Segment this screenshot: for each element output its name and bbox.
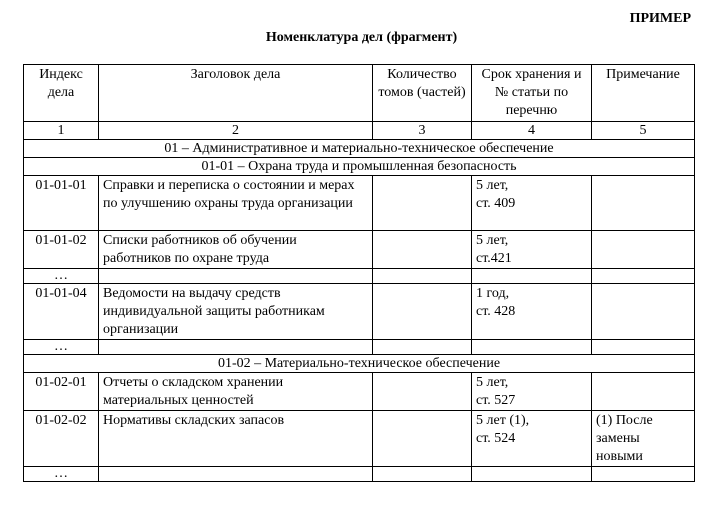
term-article: ст. 524 xyxy=(476,431,516,446)
case-title: Отчеты о складском хранении материальных ценностей xyxy=(99,373,373,411)
table-row xyxy=(24,373,695,411)
term-value: 5 лет, xyxy=(476,178,509,193)
term-article: ст.421 xyxy=(476,251,512,266)
case-volumes xyxy=(373,411,472,467)
section-heading: 01 – Административное и материально-техническое обеспечение xyxy=(24,140,695,158)
col-number: 4 xyxy=(472,122,592,140)
ellipsis: … xyxy=(24,467,99,482)
case-term xyxy=(472,231,592,269)
header-row xyxy=(24,65,695,122)
case-index: 01-01-02 xyxy=(24,231,99,269)
case-term xyxy=(472,176,592,231)
case-note xyxy=(592,284,695,340)
term-value: 1 год, xyxy=(476,286,510,301)
col-number: 1 xyxy=(24,122,99,140)
case-index: 01-01-04 xyxy=(24,284,99,340)
table-row xyxy=(24,284,695,340)
ellipsis: … xyxy=(24,340,99,355)
document-title: Номенклатура дел (фрагмент) xyxy=(265,30,458,45)
ellipsis: … xyxy=(24,269,99,284)
col-header-note: Примечание xyxy=(592,65,695,122)
nomenclature-table xyxy=(23,64,695,482)
ellipsis-row xyxy=(24,340,695,355)
term-value: 5 лет, xyxy=(476,233,509,248)
subsection-row xyxy=(24,355,695,373)
case-title: Списки работников об обучении работников по охране труда xyxy=(99,231,373,269)
ellipsis-row xyxy=(24,467,695,482)
table-row xyxy=(24,411,695,467)
case-index: 01-01-01 xyxy=(24,176,99,231)
table-row xyxy=(24,231,695,269)
col-number: 3 xyxy=(373,122,472,140)
table-row xyxy=(24,176,695,231)
col-number: 5 xyxy=(592,122,695,140)
subsection-heading: 01-02 – Материально-техническое обеспечение xyxy=(24,355,695,373)
term-value: 5 лет, xyxy=(476,375,509,390)
col-header-term: Срок хранения и № статьи по перечню xyxy=(472,65,592,122)
case-term xyxy=(472,411,592,467)
case-term xyxy=(472,284,592,340)
case-note xyxy=(592,373,695,411)
col-header-title: Заголовок дела xyxy=(99,65,373,122)
case-index: 01-02-01 xyxy=(24,373,99,411)
term-article: ст. 428 xyxy=(476,304,516,319)
case-volumes xyxy=(373,231,472,269)
example-label: ПРИМЕР xyxy=(629,11,691,26)
term-article: ст. 527 xyxy=(476,393,516,408)
term-article: ст. 409 xyxy=(476,196,516,211)
case-term xyxy=(472,373,592,411)
case-title: Ведомости на выдачу средств индивидуальной защиты работникам организации xyxy=(99,284,373,340)
section-row xyxy=(24,140,695,158)
case-title: Нормативы складских запасов xyxy=(99,411,373,467)
col-number: 2 xyxy=(99,122,373,140)
column-number-row xyxy=(24,122,695,140)
case-note xyxy=(592,231,695,269)
case-volumes xyxy=(373,176,472,231)
case-note: (1) После замены новыми xyxy=(592,411,695,467)
case-volumes xyxy=(373,284,472,340)
case-index: 01-02-02 xyxy=(24,411,99,467)
subsection-row xyxy=(24,158,695,176)
ellipsis-row xyxy=(24,269,695,284)
case-volumes xyxy=(373,373,472,411)
col-header-index: Индекс дела xyxy=(24,65,99,122)
case-note xyxy=(592,176,695,231)
case-title: Справки и переписка о состоянии и мерах по улучшению охраны труда организации xyxy=(99,176,373,231)
col-header-volumes: Количество томов (частей) xyxy=(373,65,472,122)
term-value: 5 лет (1), xyxy=(476,413,530,428)
subsection-heading: 01-01 – Охрана труда и промышленная безопасность xyxy=(24,158,695,176)
